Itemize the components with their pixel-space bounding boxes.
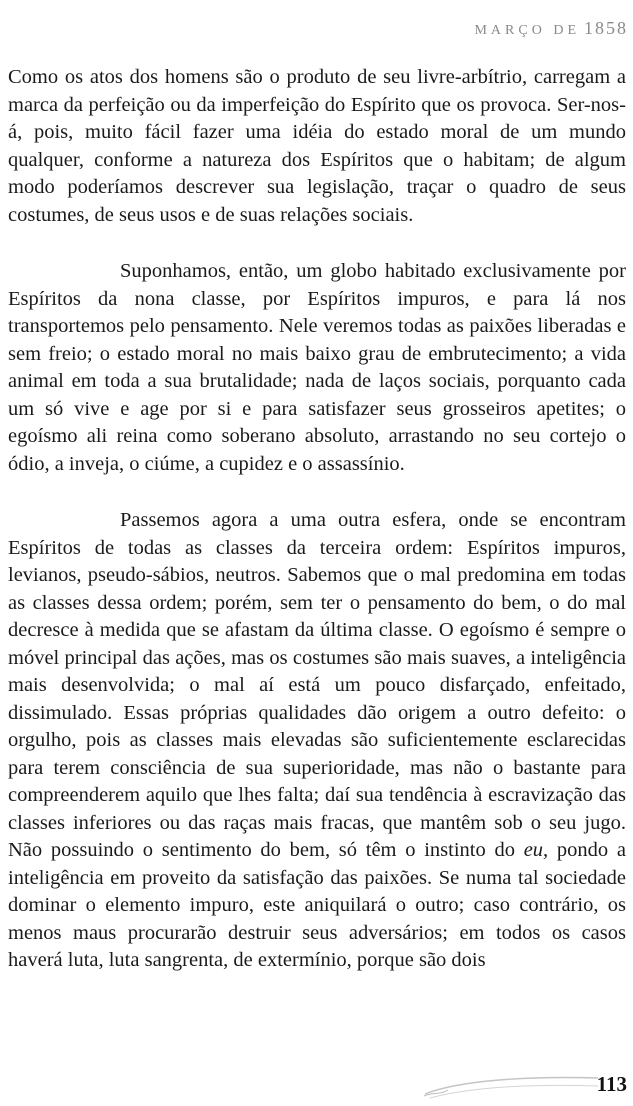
paragraph-3-part-a: Passemos agora a uma outra esfera, onde se encontram Espíritos de todas as classes da terceira ordem: Espíritos impuros, levianos, pseudo-sábios, neutros. Sabemos que o mal predomina em todas as classes dessa ordem; porém, sem ter o pensamento do bem, o do mal decresce à medida que se afastam da última classe. O egoísmo é sempre o móvel principal das ações, mas os costumes são mais suaves, a inteligência mais desenvolvida; o mal aí está um pouco disfarçado, enfeitado, dissimulado. Essas próprias qualidades dão origem a outro defeito: o orgulho, pois as classes mais elevadas são suficientemente esclarecidas para terem consciência de sua superioridade, mas não o bastante para compreenderem aquilo que lhes falta; daí sua tendência à escravização das classes inferiores ou das raças mais fracas, que mantêm sob o seu jugo. Não possuindo o sentimento do bem, só têm o instinto do — [8, 509, 626, 861]
body-text — [8, 64, 626, 975]
emphasis-eu: eu, — [523, 839, 549, 861]
running-title: MARÇO DE — [474, 23, 580, 38]
paragraph-3-part-b: pondo a inteligência em proveito da satisfação das paixões. Se numa tal sociedade dominar o elemento impuro, este aniquilará o outro; caso contrário, os menos maus procurarão destruir seus adversários; em todos os casos haverá luta, luta sangrenta, de extermínio, porque são dois — [8, 839, 627, 971]
paragraph-1: Como os atos dos homens são o produto de seu livre-arbítrio, carregam a marca da perfeição ou da imperfeição do Espírito que os provoca. Ser-nos-á, pois, muito fácil fazer uma idéia do estado moral de um mundo qualquer, conforme a natureza dos Espíritos que o habitam; de algum modo poderíamos descrever sua legislação, traçar o quadro de seus costumes, de seus usos e de suas relações sociais. — [8, 66, 626, 226]
running-header — [474, 18, 628, 39]
running-year: 1858 — [584, 18, 628, 38]
page-number: 113 — [596, 1072, 627, 1096]
paragraph-3 — [8, 507, 626, 975]
footer-swash-ornament — [420, 1068, 600, 1104]
paragraph-2: Suponhamos, então, um globo habitado exclusivamente por Espíritos da nona classe, por Espíritos impuros, e para lá nos transportemos pelo pensamento. Nele veremos todas as paixões liberadas e sem freio; o estado moral no mais baixo grau de embrutecimento; a vida animal em toda a sua brutalidade; nada de laços sociais, porquanto cada um só vive e age por si e para satisfazer seus grosseiros apetites; o egoísmo ali reina como soberano absoluto, arrastando no seu cortejo o ódio, a inveja, o ciúme, a cupidez e o assassínio. — [8, 260, 626, 475]
